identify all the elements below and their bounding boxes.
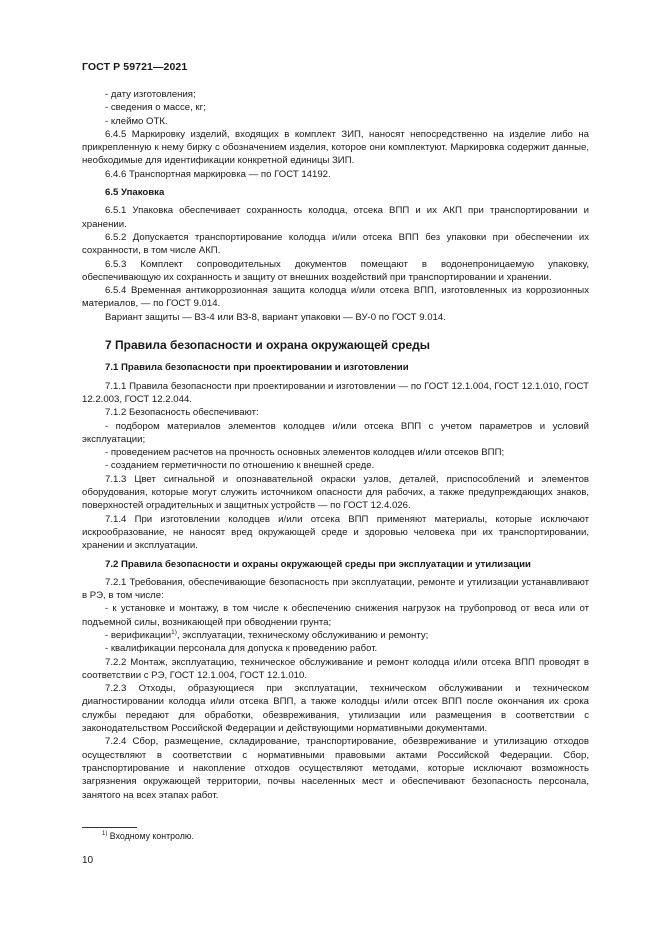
subsection-heading: 7.2 Правила безопасности и охраны окружающей среды при эксплуатации и утилизации [105,558,531,570]
spacer [82,352,589,361]
paragraph: 7.1.3 Цвет сигнальной и опознавательной окраски узлов, деталей, приспособлений и элементов оборудования, которые могут служить источником опасности для рабочих, а также предупреждающих знаков, поверхностей оградительных и защитных устройств — по ГОСТ 12.4.026. [82,473,589,512]
paragraph: 6.5.4 Временная антикоррозионная защита колодца и/или отсека ВПП, изготовленных из коррозионных материалов, — по ГОСТ 9.014. [82,285,589,310]
footnote-text: Входному контролю. [109,831,194,841]
list-item: - сведения о массе, кг; [105,102,206,114]
paragraph: 7.2.4 Сбор, размещение, складирование, транспортирование, обезвреживание и утилизацию отходов осуществляют в соответствии с нормативными правовыми актами Российской Федерации. Сбор, транспортирование и накопление отходов осуществляют методами, которые исключают возможность загрязнения окружающей территории, почвы населенных мест и обеспечивают безопасность персонала, занятого на всех этапах работ. [82,736,589,801]
list-item [82,629,589,642]
list-item: - клеймо ОТК. [105,115,168,127]
list-item-text: , эксплуатации, техническому обслуживанию и ремонту; [176,629,429,641]
subsection-heading: 7.1 Правила безопасности при проектировании и изготовлении [105,362,409,374]
document-body [82,88,589,802]
page-number: 10 [82,855,94,866]
paragraph: 7.1.4 При изготовлении колодцев и/или отсека ВПП применяют материалы, которые исключают искрообразование, не наносят вред окружающей среде и здоровью человека при их транспортировании, хранении и эксплуатации. [82,513,589,552]
list-item: - созданием герметичности по отношению к внешней среде. [105,460,375,472]
footnote-ref: 1) [171,628,177,636]
list-item: - проведением расчетов на прочность основных элементов колодцев и/или отсеков ВПП; [105,447,505,459]
document-code-header: ГОСТ Р 59721—2021 [82,61,188,73]
paragraph: 7.2.2 Монтаж, эксплуатацию, техническое обслуживание и ремонт колодца и/или отсека ВПП проводят в соответствии с РЭ, ГОСТ 12.1.004, ГОСТ 12.1.010. [82,656,589,681]
paragraph: 6.4.6 Транспортная маркировка — по ГОСТ 14192. [105,168,331,180]
footnote-separator [82,827,137,828]
list-item-text: - верификации [105,629,172,641]
paragraph: 7.2.3 Отходы, образующиеся при эксплуатации, техническом обслуживании и техническом диагностировании колодца и/или отсека ВПП, а также колодцы и/или отсек ВПП после окончания их срока службы передают для обработки, обезвреживания, утилизации или размещения в соответствии с законодательством Российской Федерации и действующими нормативными документами. [82,683,589,735]
subsection-heading: 6.5 Упаковка [105,187,165,199]
paragraph: 7.1.2 Безопасность обеспечивают: [105,407,259,419]
paragraph: 6.5.3 Комплект сопроводительных документов помещают в водонепроницаемую упаковку, обеспечивающую их сохранность и защиту от внешних воздействий при транспортировании и хранении. [82,258,589,283]
footnote [102,831,194,841]
paragraph: 6.5.2 Допускается транспортирование колодца и/или отсека ВПП без упаковки при обеспечении их сохранности, в том числе АКП. [82,231,589,257]
paragraph: 7.1.1 Правила безопасности при проектировании и изготовлении — по ГОСТ 12.1.004, ГОСТ 12.1.010, ГОСТ 12.2.003, ГОСТ 12.2.044. [82,380,589,405]
paragraph: 6.4.5 Маркировку изделий, входящих в комплект ЗИП, наносят непосредственно на изделие либо на прикрепленную к нему бирку с обозначением изделия, которое они комплектуют. Маркировка содержит данные, необходимые для идентификации конкретной единицы ЗИП. [82,128,589,167]
list-item: - к установке и монтажу, в том числе к обеспечению снижения нагрузок на трубопровод от веса или от подъемной силы, возникающей при обводнении грунта; [82,603,589,628]
spacer [82,324,589,339]
list-item: - дату изготовления; [105,89,196,100]
paragraph: 6.5.1 Упаковка обеспечивает сохранность колодца, отсека ВПП и их АКП при транспортировании и хранении. [82,205,589,230]
paragraph: 7.2.1 Требования, обеспечивающие безопасность при эксплуатации, ремонте и утилизации устанавливают в РЭ, в том числе: [82,576,589,602]
list-item: - квалификации персонала для допуска к проведению работ. [105,643,378,655]
footnote-mark: 1) [102,831,108,837]
list-item: - подбором материалов элементов колодцев и/или отсека ВПП с учетом параметров и условий эксплуатации; [82,420,589,445]
section-heading: 7 Правила безопасности и охрана окружающей среды [105,338,431,353]
paragraph: Вариант защиты — ВЗ-4 или ВЗ-8, вариант упаковки — ВУ-0 по ГОСТ 9.014. [105,311,446,323]
